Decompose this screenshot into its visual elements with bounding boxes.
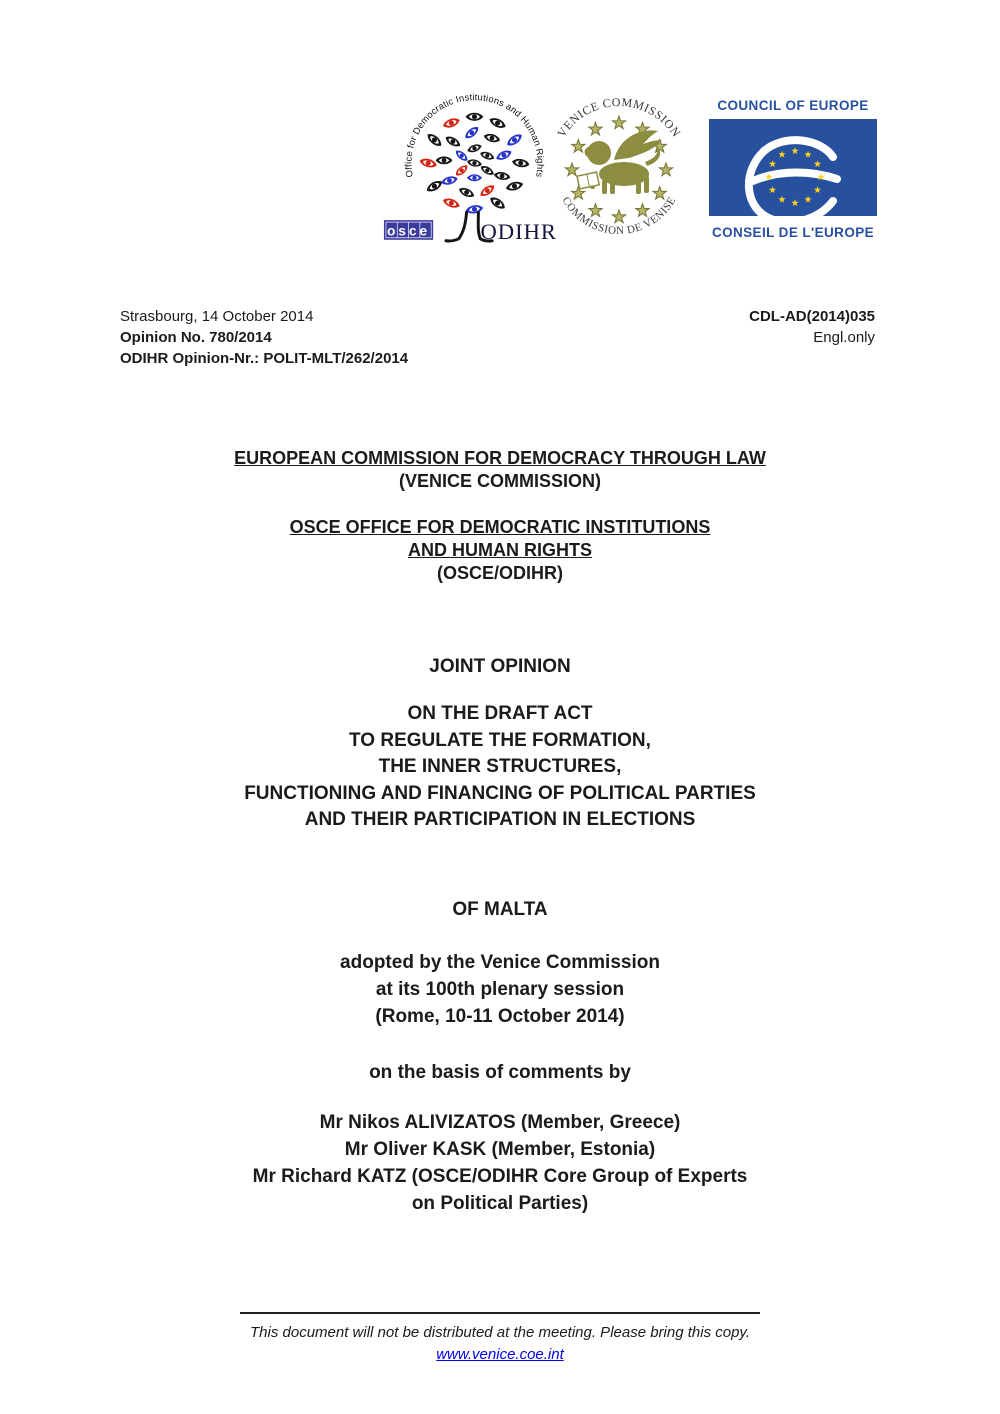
- title-line3: THE INNER STRUCTURES,: [378, 756, 622, 777]
- osce-heading-line2: AND HUMAN RIGHTS: [408, 540, 592, 560]
- coe-bottom-text: CONSEIL DE L'EUROPE: [711, 225, 875, 240]
- venice-commission-top-text: VENICE COMMISSION: [554, 94, 684, 140]
- authors-block: [0, 1109, 1000, 1217]
- title-line1: ON THE DRAFT ACT: [407, 703, 593, 724]
- eye-tree: [419, 113, 531, 215]
- document-title: [0, 701, 1000, 834]
- author-line2: Mr Oliver KASK (Member, Estonia): [344, 1139, 656, 1160]
- adoption-line3: (Rome, 10-11 October 2014): [375, 1006, 625, 1027]
- odihr-wordmark: ODIHR: [480, 218, 557, 244]
- osce-heading-line1: OSCE OFFICE FOR DEMOCRATIC INSTITUTIONS: [289, 517, 711, 537]
- winged-lion-emblem: [577, 130, 662, 194]
- council-of-europe-logo: [708, 98, 878, 241]
- title-line5: AND THEIR PARTICIPATION IN ELECTIONS: [304, 809, 696, 830]
- osce-odihr-logo: [381, 84, 563, 248]
- coe-emblem: [709, 119, 877, 216]
- document-kind: JOINT OPINION: [429, 656, 571, 677]
- author-line1: Mr Nikos ALIVIZATOS (Member, Greece): [319, 1112, 681, 1133]
- venice-commission-heading-line1: EUROPEAN COMMISSION FOR DEMOCRACY THROUGH LAW: [234, 448, 766, 468]
- document-reference: CDL-AD(2014)035: [749, 308, 875, 325]
- title-line4: FUNCTIONING AND FINANCING OF POLITICAL PARTIES: [244, 782, 756, 804]
- opinion-number: Opinion No. 780/2014: [120, 329, 272, 346]
- author-line3: Mr Richard KATZ (OSCE/ODIHR Core Group of Experts: [252, 1166, 748, 1187]
- coe-top-text: COUNCIL OF EUROPE: [717, 98, 869, 113]
- adoption-line1: adopted by the Venice Commission: [340, 952, 660, 973]
- venice-website-link[interactable]: www.venice.coe.int: [436, 1346, 564, 1363]
- odihr-opinion-number: ODIHR Opinion-Nr.: POLIT-MLT/262/2014: [120, 350, 409, 367]
- venice-commission-logo: [544, 90, 694, 248]
- osce-odihr-emblem: [381, 84, 563, 248]
- header-left: [120, 306, 408, 369]
- osce-wordmark: [384, 220, 433, 240]
- venice-commission-bottom-text: COMMISSION DE VENISE: [559, 194, 679, 238]
- osce-ring-text: Office for Democratic Institutions and Human Rights: [403, 92, 546, 179]
- title-country: OF MALTA: [452, 899, 548, 920]
- language-note: Engl.only: [813, 329, 875, 346]
- footer: [0, 1312, 1000, 1366]
- svg-text:osce: osce: [386, 223, 431, 239]
- footer-note: This document will not be distributed at the meeting. Please bring this copy.: [250, 1324, 750, 1341]
- adoption-line2: at its 100th plenary session: [375, 979, 625, 1000]
- place-date: Strasbourg, 14 October 2014: [120, 308, 314, 325]
- venice-commission-heading-line2: (VENICE COMMISSION): [398, 471, 601, 491]
- adoption-block: [0, 949, 1000, 1030]
- footer-divider: [240, 1312, 760, 1314]
- header-right: [749, 306, 875, 348]
- author-line4: on Political Parties): [411, 1193, 589, 1214]
- institutions-heading: [0, 447, 1000, 585]
- venice-commission-emblem: [544, 90, 694, 248]
- basis-line: on the basis of comments by: [369, 1062, 631, 1083]
- osce-heading-line3: (OSCE/ODIHR): [437, 563, 563, 583]
- title-line2: TO REGULATE THE FORMATION,: [349, 729, 651, 751]
